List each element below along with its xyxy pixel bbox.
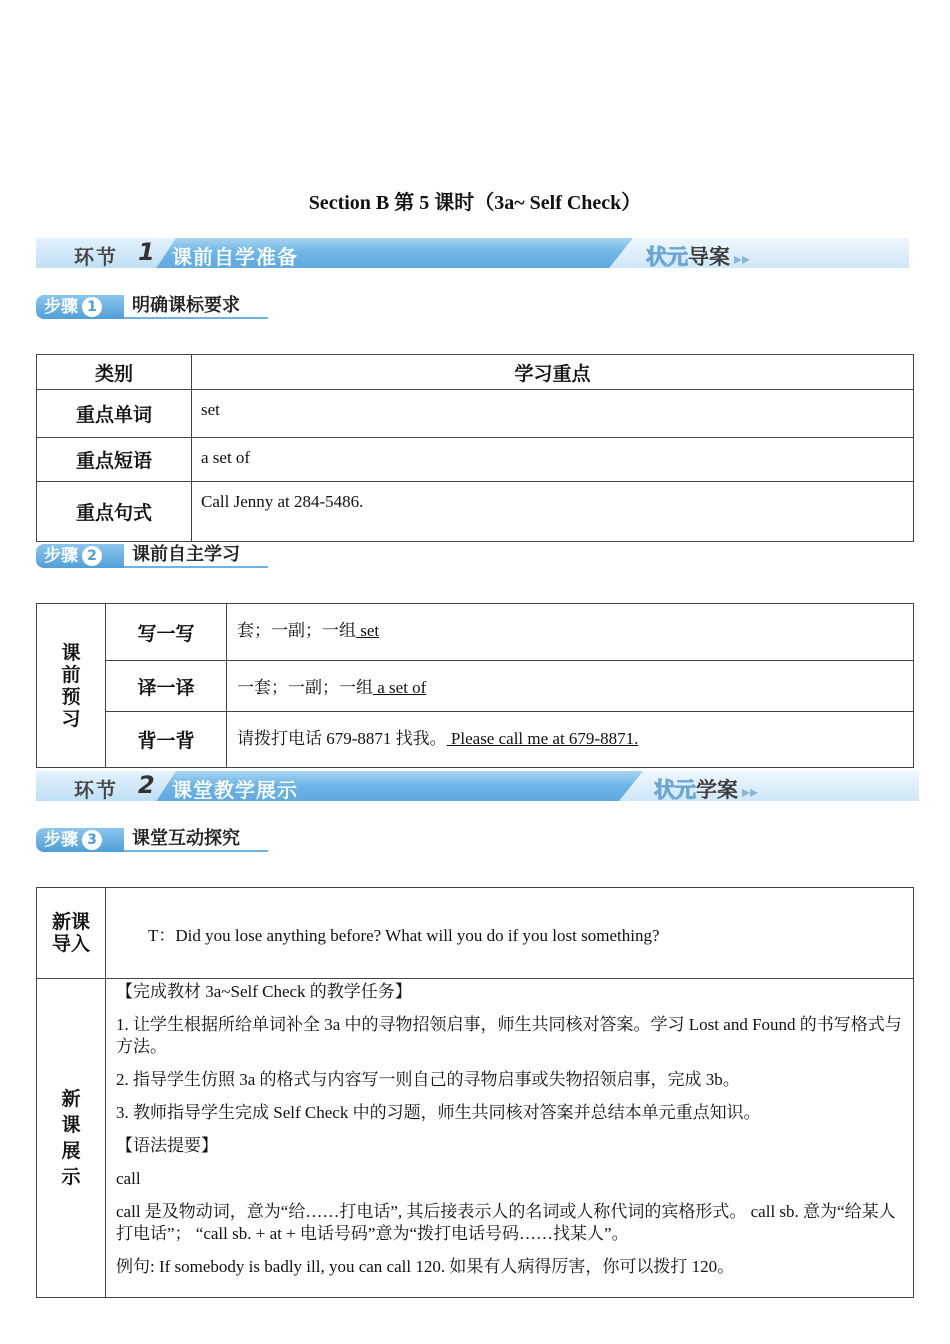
- content-line: 1. 让学生根据所给单词补全 3a 中的寻物招领启事，师生共同核对答案。学习 Lost and Found 的书写格式与方法。: [116, 1015, 902, 1056]
- step-number-icon: 3: [82, 830, 102, 850]
- step-tag-text: 步骤: [44, 297, 78, 317]
- label-char: 课: [61, 1114, 81, 1136]
- label-line: 导入: [51, 933, 90, 955]
- step-tag-text: 步骤: [44, 546, 78, 566]
- side-label-char: 预: [61, 685, 81, 708]
- label-line: 新课: [51, 911, 90, 933]
- table-row: [37, 661, 914, 712]
- table-row: [37, 888, 914, 979]
- label-char: 新: [61, 1088, 81, 1110]
- section-banner-1: [36, 238, 909, 268]
- table-header-row: [37, 355, 914, 390]
- banner-right-light: 状元: [646, 245, 688, 269]
- content-line: call: [116, 1169, 141, 1188]
- activity-answer: set: [356, 621, 380, 640]
- table-row: [37, 438, 914, 482]
- banner-right-text: [654, 774, 758, 804]
- content-line: 【完成教材 3a~Self Check 的教学任务】: [116, 982, 412, 1001]
- intro-text: T：Did you lose anything before? What will you do if you lost something?: [106, 888, 914, 979]
- page-title: Section B 第 5 课时（3a~ Self Check）: [308, 192, 642, 214]
- activity-prompt: 套；一副；一组: [237, 621, 356, 640]
- row-value: set: [192, 390, 914, 438]
- content-line: 2. 指导学生仿照 3a 的格式与内容写一则自己的寻物启事或失物招领启事，完成 3b。: [116, 1070, 740, 1089]
- display-label: [37, 979, 106, 1298]
- fast-forward-icon: ▸▸: [734, 249, 751, 268]
- step-title: 课前自主学习: [124, 544, 268, 568]
- class-activity-table: [36, 887, 914, 1298]
- activity-content: [227, 661, 914, 712]
- header-category: 类别: [37, 355, 192, 390]
- step-tag: [36, 295, 124, 319]
- row-category: 重点短语: [37, 438, 192, 482]
- banner-number: 1: [138, 238, 155, 266]
- banner-right-dark: 学案: [696, 778, 738, 802]
- activity-content: [227, 604, 914, 661]
- row-category: 重点句式: [37, 482, 192, 542]
- step-title: 课堂互动探究: [124, 828, 268, 852]
- step-tag: [36, 828, 124, 852]
- table-row: [37, 712, 914, 768]
- banner-right-light: 状元: [654, 778, 696, 802]
- fast-forward-icon: ▸▸: [742, 782, 759, 801]
- step-number-icon: 1: [82, 297, 102, 317]
- banner-tag: 环节: [74, 245, 118, 269]
- content-line: 3. 教师指导学生完成 Self Check 中的习题，师生共同核对答案并总结本单元重点知识。: [116, 1103, 761, 1122]
- intro-label: [37, 888, 106, 979]
- side-label-char: 习: [61, 707, 81, 730]
- content-line: call 是及物动词，意为“给……打电话”, 其后接表示人的名词或人称代词的宾格形式。 call sb. 意为“给某人打电话”； “call sb. + at + 电话号码”意为“拨打电话号码……找某人”。: [116, 1202, 896, 1243]
- section-banner-2: [36, 771, 919, 801]
- row-category: 重点单词: [37, 390, 192, 438]
- banner-right-text: [646, 241, 750, 271]
- label-char: 展: [61, 1140, 81, 1162]
- table-row: [37, 979, 914, 1298]
- banner-number: 2: [138, 771, 155, 799]
- step-label-3: [36, 828, 268, 852]
- preview-side-label: [37, 604, 106, 768]
- activity-label: 写一写: [106, 604, 227, 661]
- activity-answer: Please call me at 679-8871.: [446, 729, 639, 748]
- key-points-table: [36, 354, 914, 542]
- activity-prompt: 一套；一副；一组: [237, 678, 373, 697]
- side-label-char: 前: [61, 663, 81, 686]
- banner-title: 课前自学准备: [172, 245, 298, 269]
- content-line: 例句: If somebody is badly ill, you can call 120. 如果有人病得厉害，你可以拨打 120。: [116, 1257, 735, 1276]
- row-value: Call Jenny at 284-5486.: [192, 482, 914, 542]
- banner-title: 课堂教学展示: [172, 778, 298, 802]
- banner-right-dark: 导案: [688, 245, 730, 269]
- table-row: [37, 390, 914, 438]
- activity-prompt: 请拨打电话 679-8871 找我。: [237, 729, 447, 748]
- header-focus: 学习重点: [192, 355, 914, 390]
- step-tag: [36, 544, 124, 568]
- activity-label: 背一背: [106, 712, 227, 768]
- activity-label: 译一译: [106, 661, 227, 712]
- row-value: a set of: [192, 438, 914, 482]
- step-tag-text: 步骤: [44, 830, 78, 850]
- step-number-icon: 2: [82, 546, 102, 566]
- step-title: 明确课标要求: [124, 295, 268, 319]
- activity-answer: a set of: [373, 678, 427, 697]
- activity-content: [227, 712, 914, 768]
- banner-tag: 环节: [74, 778, 118, 802]
- table-row: [37, 604, 914, 661]
- preview-table: [36, 603, 914, 768]
- display-content: [106, 979, 914, 1298]
- step-label-2: [36, 544, 268, 568]
- label-char: 示: [61, 1166, 81, 1188]
- step-label-1: [36, 295, 268, 319]
- table-row: [37, 482, 914, 542]
- side-label-char: 课: [61, 641, 81, 664]
- content-line: 【语法提要】: [116, 1136, 218, 1155]
